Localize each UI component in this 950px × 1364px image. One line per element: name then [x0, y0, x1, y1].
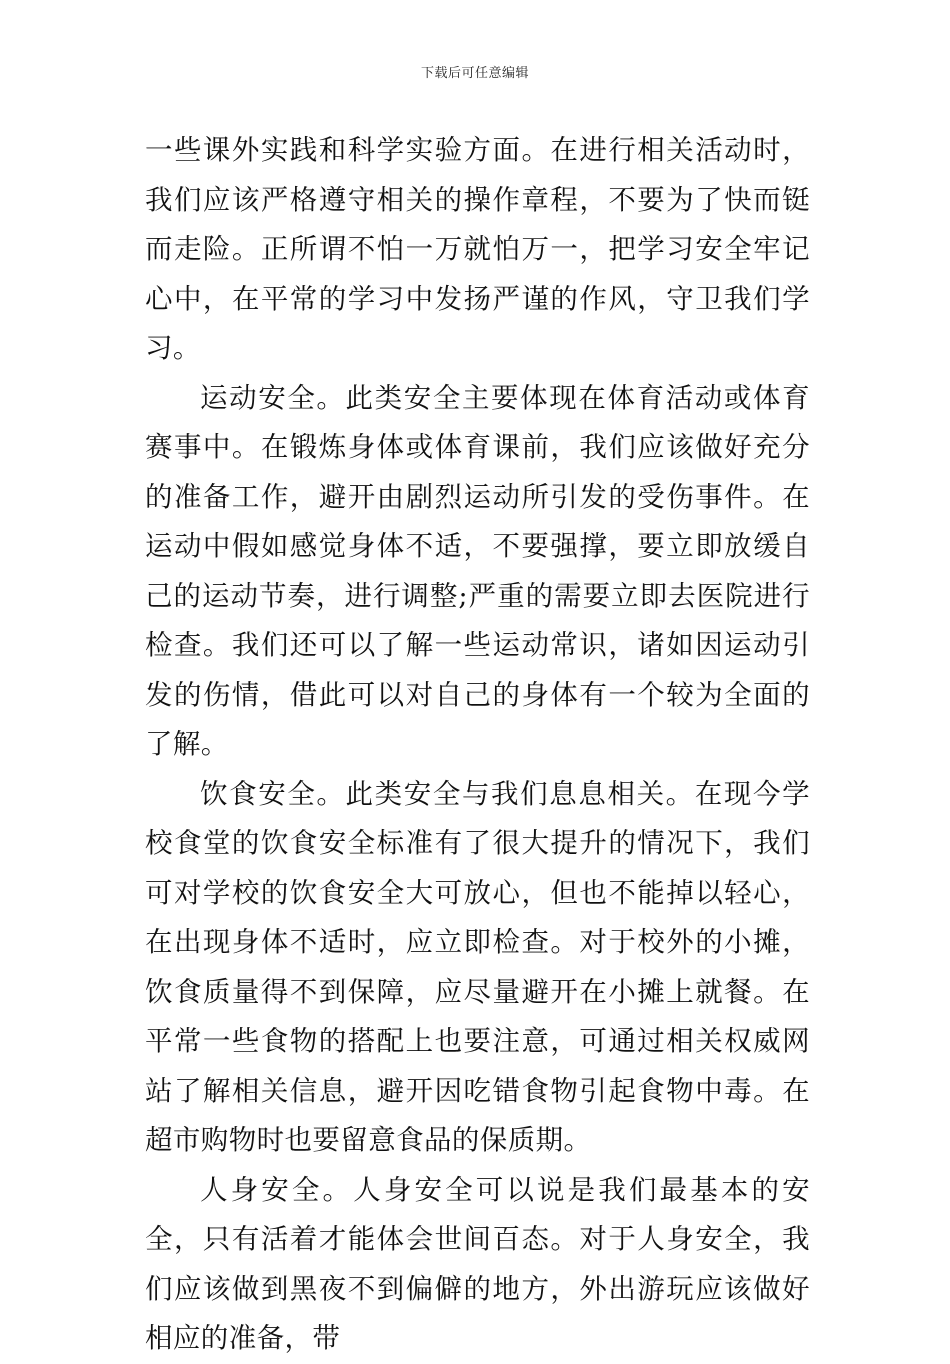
paragraph-4: 人身安全。人身安全可以说是我们最基本的安全，只有活着才能体会世间百态。对于人身安全，我们应该做到黑夜不到偏僻的地方，外出游玩应该做好相应的准备，带	[145, 1173, 810, 1354]
paragraph-2: 运动安全。此类安全主要体现在体育活动或体育赛事中。在锻炼身体或体育课前，我们应该做好充分的准备工作，避开由剧烈运动所引发的受伤事件。在运动中假如感觉身体不适，不要强撑，要立即放缓自己的运动节奏，进行调整;严重的需要立即去医院进行检查。我们还可以了解一些运动常识，诸如因运动引发的伤情，借此可以对自己的身体有一个较为全面的了解。	[145, 381, 810, 760]
page-header: 下载后可任意编辑	[420, 66, 529, 81]
document-body	[145, 126, 810, 1364]
paragraph-1: 一些课外实践和科学实验方面。在进行相关活动时，我们应该严格遵守相关的操作章程，不要为了快而铤而走险。正所谓不怕一万就怕万一，把学习安全牢记心中，在平常的学习中发扬严谨的作风，守卫我们学习。	[145, 134, 810, 364]
paragraph-3: 饮食安全。此类安全与我们息息相关。在现今学校食堂的饮食安全标准有了很大提升的情况下，我们可对学校的饮食安全大可放心，但也不能掉以轻心，在出现身体不适时，应立即检查。对于校外的小摊，饮食质量得不到保障，应尽量避开在小摊上就餐。在平常一些食物的搭配上也要注意，可通过相关权威网站了解相关信息，避开因吃错食物引起食物中毒。在超市购物时也要留意食品的保质期。	[145, 777, 810, 1156]
